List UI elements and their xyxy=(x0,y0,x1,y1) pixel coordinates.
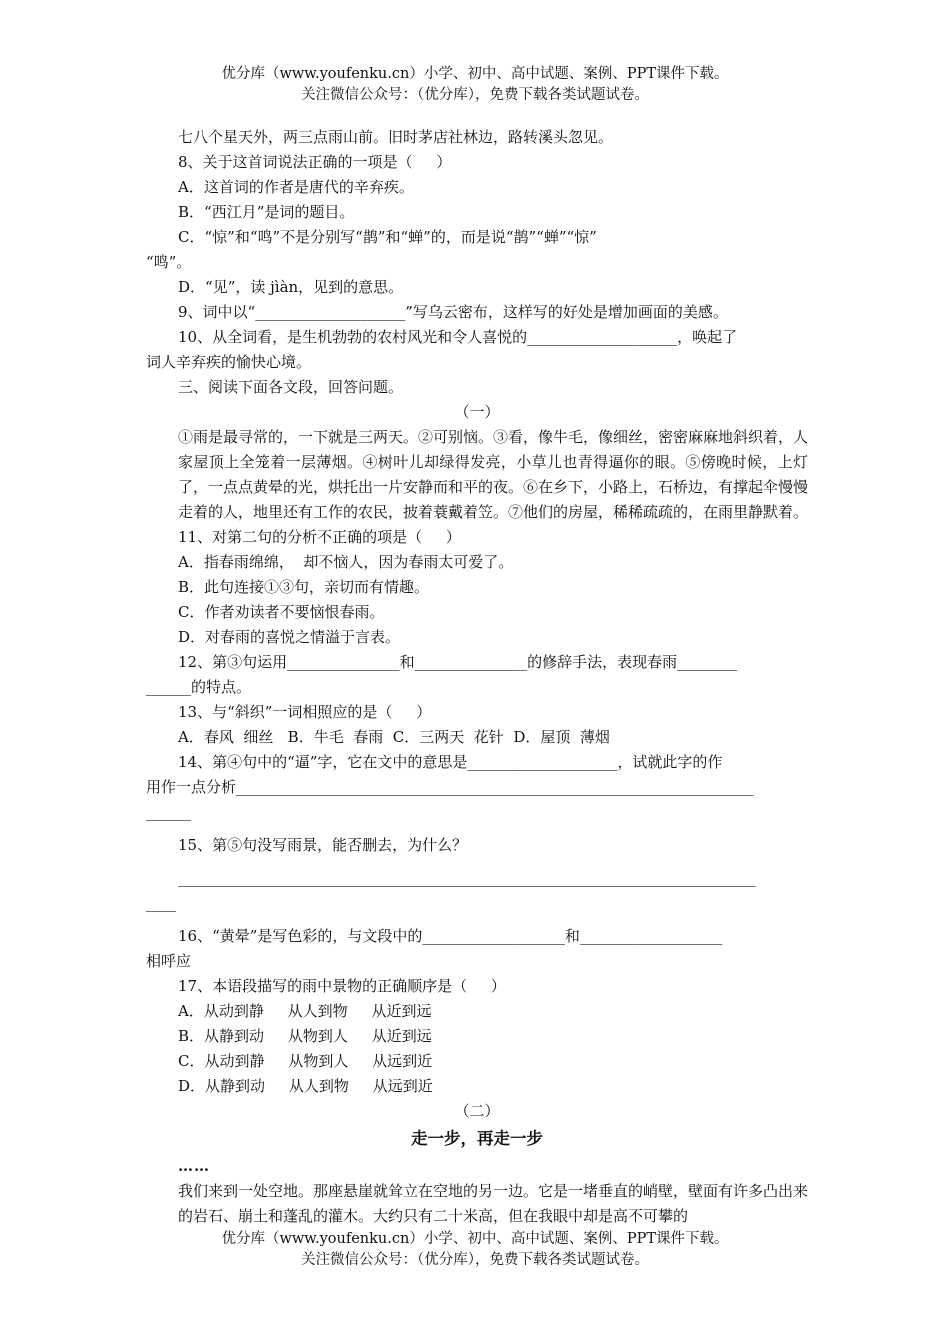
question-14-cont: 用作一点分析_____________________________________________________________________ xyxy=(146,778,754,796)
question-17: 17、本语段描写的雨中景物的正确顺序是（ ） xyxy=(178,977,506,995)
question-12-cont: ______的特点。 xyxy=(146,678,252,696)
spacer xyxy=(146,825,808,833)
question-16-cont: 相呼应 xyxy=(146,952,192,970)
section-3-heading: 三、阅读下面各文段，回答问题。 xyxy=(178,378,404,396)
question-14-blank: ______ xyxy=(146,803,191,821)
options-13: A．春风 细丝 B．牛毛 春雨 C．三两天 花针 D．屋顶 薄烟 xyxy=(178,728,610,746)
part-1-label: （一） xyxy=(454,403,500,421)
option-11c: C．作者劝读者不要恼恨春雨。 xyxy=(178,603,385,621)
document-body xyxy=(146,125,808,1229)
option-17b: B．从静到动 从物到人 从近到远 xyxy=(178,1027,432,1045)
option-8c-cont: “鸣”。 xyxy=(146,253,192,271)
header-line-2: 关注微信公众号：（优分库），免费下载各类试题试卷。 xyxy=(301,87,649,103)
option-11a: A．指春雨绵绵， 却不恼人，因为春雨太可爱了。 xyxy=(178,553,514,571)
option-8d: D．“见”，读 jìàn，见到的意思。 xyxy=(178,278,404,296)
answer-line-15: _____________________________________________________________________________ xyxy=(178,869,756,887)
header-line-1: 优分库（www.youfenku.cn）小学、初中、高中试题、案例、PPT课件下载。 xyxy=(221,66,729,82)
option-8b: B．“西江月”是词的题目。 xyxy=(178,203,355,221)
spacer xyxy=(146,858,808,866)
question-10-cont: 词人辛弃疾的愉快心境。 xyxy=(146,353,312,371)
answer-line-15-cont: ____ xyxy=(146,894,176,912)
ellipsis: …… xyxy=(178,1157,210,1175)
footer-line-2: 关注微信公众号：（优分库），免费下载各类试题试卷。 xyxy=(301,1252,649,1268)
page-header xyxy=(0,64,950,106)
question-12: 12、第③句运用_______________和_______________的修辞手法，表现春雨________ xyxy=(178,653,738,671)
question-13: 13、与“斜织”一词相照应的是（ ） xyxy=(178,703,432,721)
footer-line-1: 优分库（www.youfenku.cn）小学、初中、高中试题、案例、PPT课件下载。 xyxy=(221,1231,729,1247)
option-17d: D．从静到动 从人到物 从远到近 xyxy=(178,1077,433,1095)
option-8c: C．“惊”和“鸣”不是分别写“鹊”和“蝉”的，而是说“鹊”“蝉”“惊” xyxy=(178,228,597,246)
question-16: 16、“黄晕”是写色彩的，与文段中的___________________和___________________ xyxy=(178,927,723,945)
question-8: 8、关于这首词说法正确的一项是（ ） xyxy=(178,153,452,171)
option-11b: B．此句连接①③句，亲切而有情趣。 xyxy=(178,578,430,596)
passage-1: ①雨是最寻常的，一下就是三两天。②可别恼。③看，像牛毛，像细丝，密密麻麻地斜织着，人家屋顶上全笼着一层薄烟。④树叶儿却绿得发亮，小草儿也青得逼你的眼。⑤傍晚时候，上灯了，一点点黄晕的光，烘托出一片安静而和平的夜。⑥在乡下，小路上，石桥边，有撑起伞慢慢走着的人，地里还有工作的农民，披着蓑戴着笠。⑦他们的房屋，稀稀疏疏的，在雨里静默着。 xyxy=(178,428,809,521)
part-2-label: （二） xyxy=(454,1102,500,1120)
question-15: 15、第⑤句没写雨景，能否删去，为什么？ xyxy=(178,836,468,854)
question-9: 9、词中以“____________________”写乌云密布，这样写的好处是增加画面的美感。 xyxy=(178,303,728,321)
option-8a: A．这首词的作者是唐代的辛弃疾。 xyxy=(178,178,414,196)
option-17a: A．从动到静 从人到物 从近到远 xyxy=(178,1002,432,1020)
question-14: 14、第④句中的“逼”字，它在文中的意思是____________________，试就此字的作 xyxy=(178,753,723,771)
question-11: 11、对第二句的分析不正确的项是（ ） xyxy=(178,528,461,546)
poem-line: 七八个星天外，两三点雨山前。旧时茅店社林边，路转溪头忽见。 xyxy=(178,128,614,146)
passage-2: 我们来到一处空地。那座悬崖就耸立在空地的另一边。它是一堵垂直的峭壁，壁面有许多凸出来的岩石、崩土和蓬乱的灌木。大约只有二十米高，但在我眼中却是高不可攀的 xyxy=(178,1182,809,1225)
page-footer xyxy=(0,1229,950,1271)
option-11d: D．对春雨的喜悦之情溢于言表。 xyxy=(178,628,401,646)
option-17c: C．从动到静 从物到人 从远到近 xyxy=(178,1052,433,1070)
question-10: 10、从全词看，是生机勃勃的农村风光和令人喜悦的____________________，唤起了 xyxy=(178,328,738,346)
article-title: 走一步，再走一步 xyxy=(411,1129,543,1148)
spacer xyxy=(146,916,808,924)
